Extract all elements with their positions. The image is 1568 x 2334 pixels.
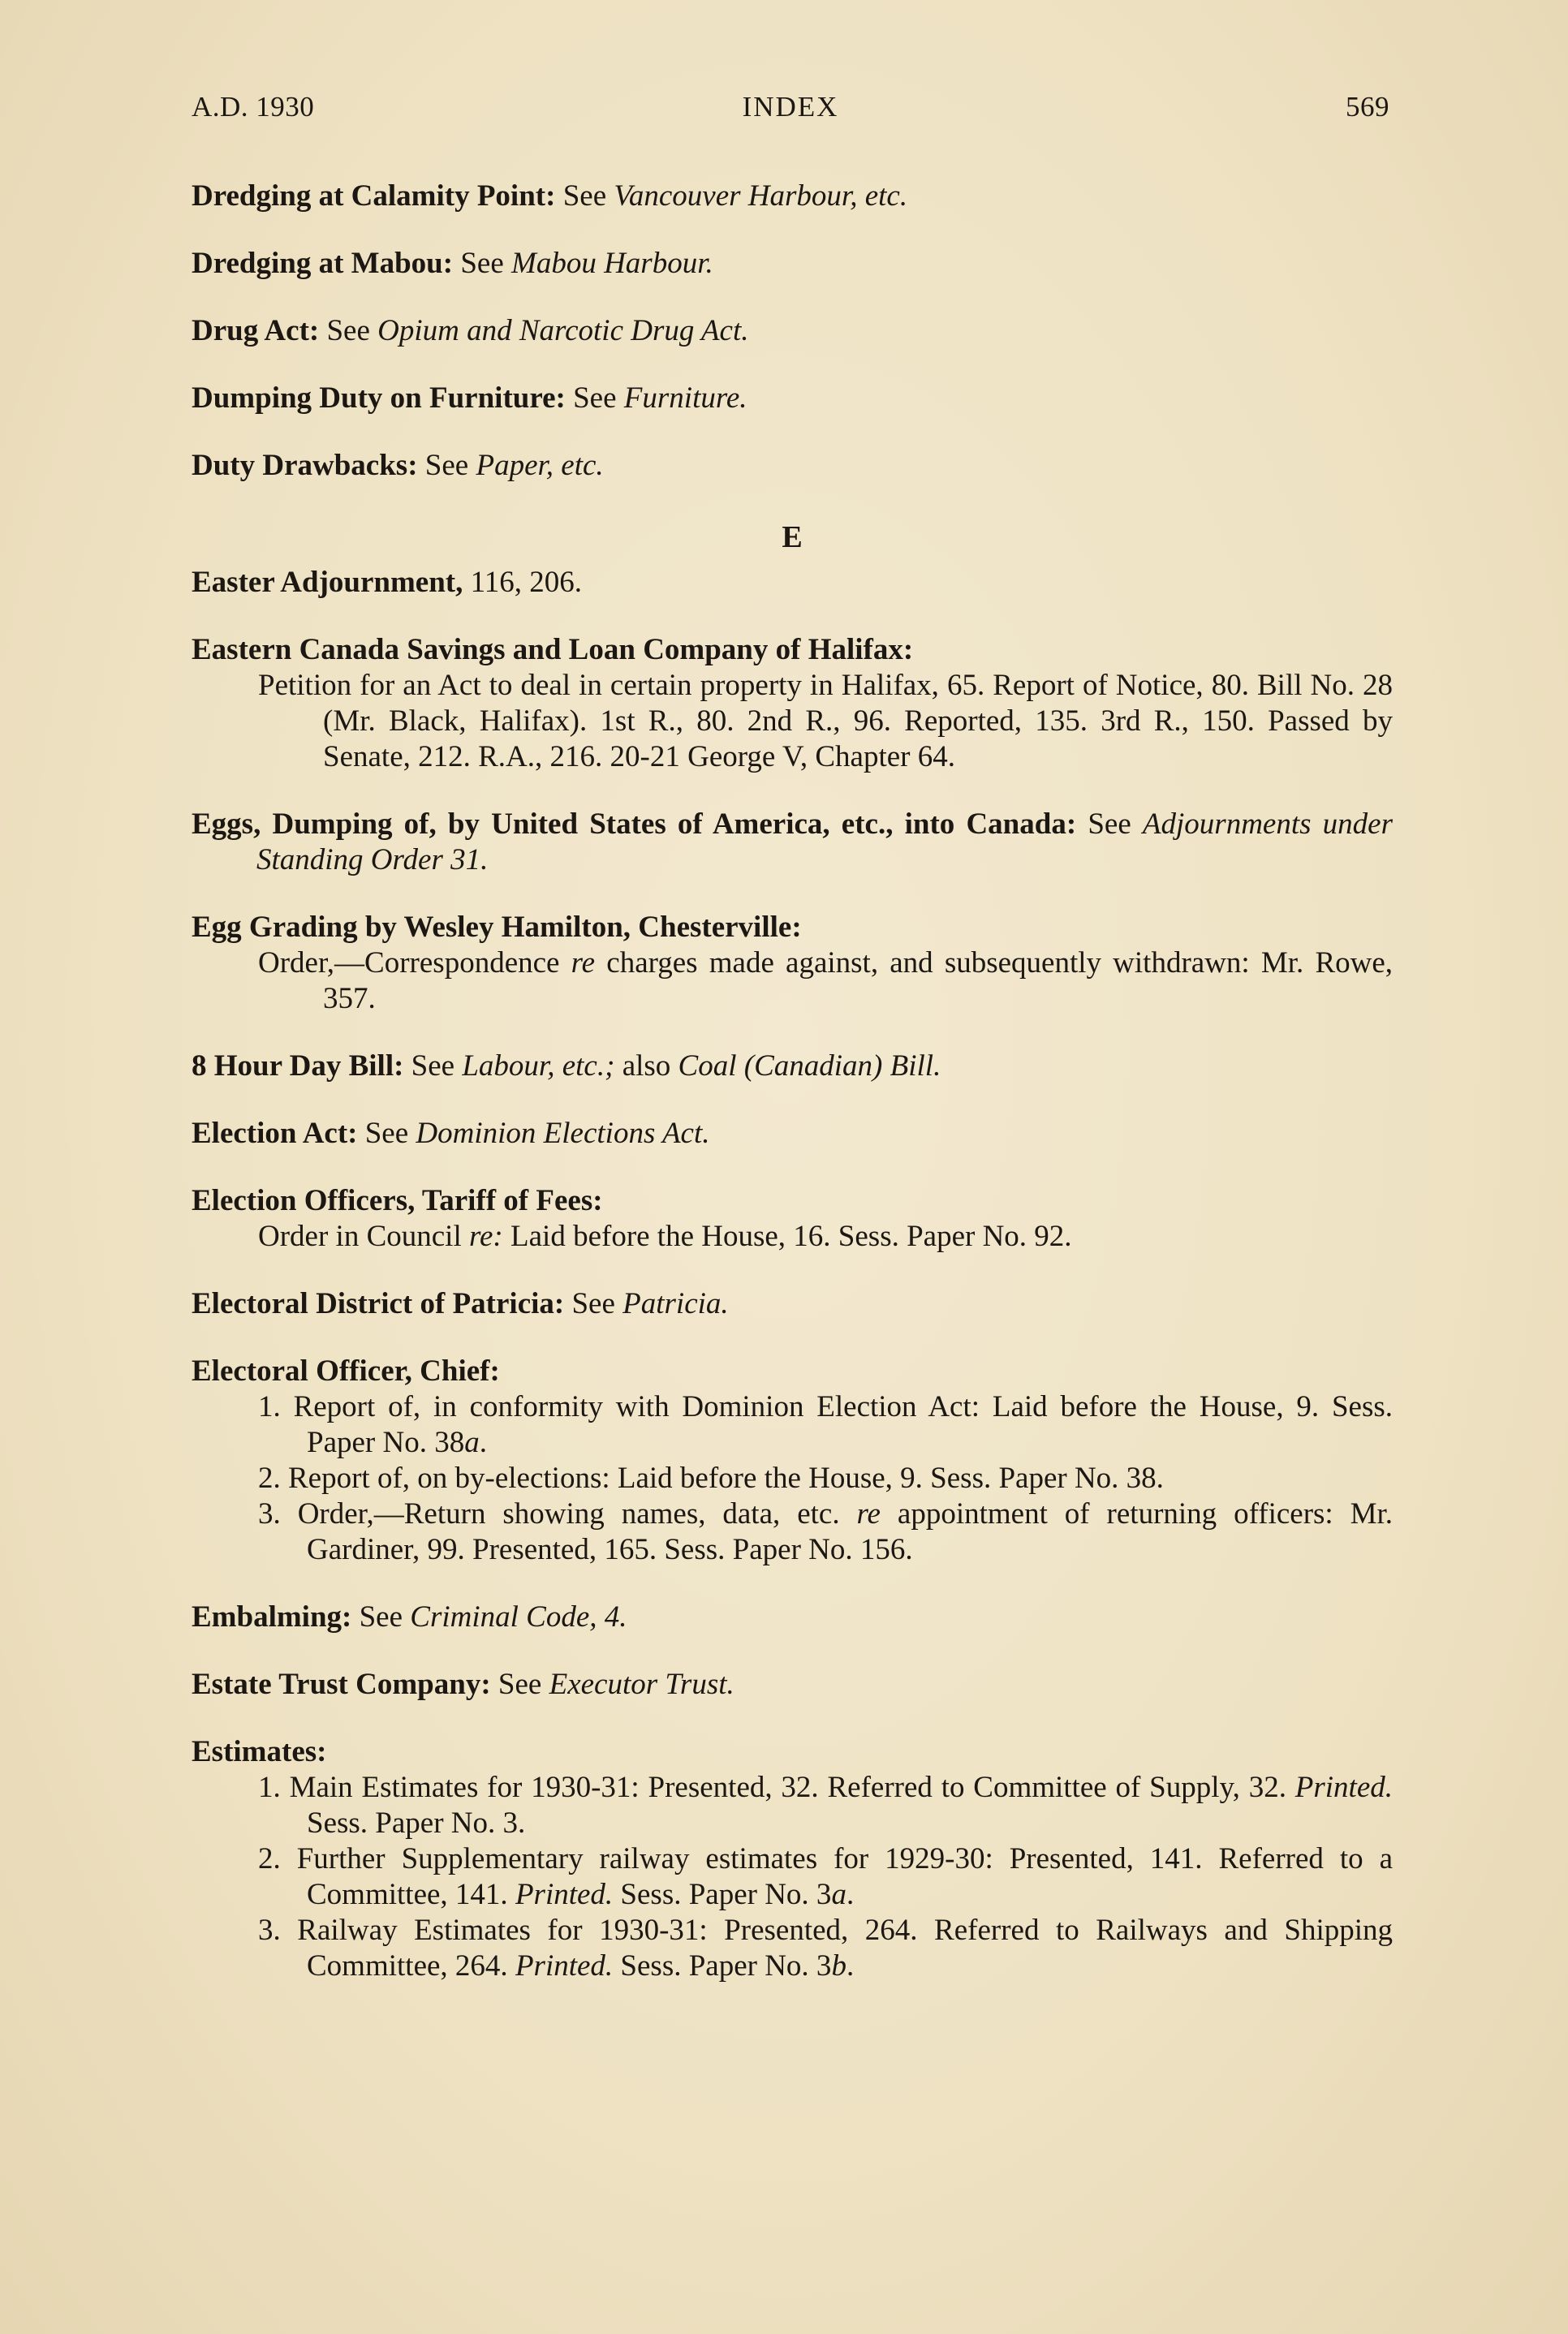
- entry-heading: Dredging at Mabou:: [192, 247, 454, 280]
- entry-heading: Dumping Duty on Furniture:: [192, 381, 566, 415]
- text-part: Report of, on by-elections: Laid before the House, 9. Sess. Paper No. 38.: [288, 1462, 1164, 1495]
- text-part: Further Supplementary railway estimates for 1929-30: Presented, 141. Referred to a Committee, 141.: [296, 1842, 1393, 1911]
- entry-estate-trust: [192, 1667, 1393, 1703]
- cross-reference: Vancouver Harbour, etc.: [614, 179, 908, 213]
- running-header: [192, 91, 1389, 131]
- entry-text: [258, 1219, 1393, 1255]
- text-italic: a: [464, 1426, 480, 1459]
- index-content: [192, 179, 1393, 2016]
- cross-reference: Patricia.: [622, 1287, 729, 1320]
- entry-heading: Dredging at Calamity Point:: [192, 179, 556, 213]
- text-part: Order in Council: [258, 1220, 462, 1253]
- entry-heading: Eggs, Dumping of, by United States of America, etc., into Canada:: [192, 807, 1077, 841]
- also-word: also: [622, 1049, 671, 1083]
- cross-reference: Opium and Narcotic Drug Act.: [377, 314, 749, 347]
- entry-heading: Eastern Canada Savings and Loan Company of Halifax:: [192, 633, 914, 666]
- see-word: See: [326, 314, 370, 347]
- text-part: charges made against, and subsequently withdrawn: Mr. Rowe, 357.: [323, 946, 1394, 1015]
- text-italic: a: [831, 1878, 846, 1911]
- list-item: [258, 1496, 1393, 1568]
- list-item: [258, 1841, 1393, 1913]
- item-number: 1.: [258, 1771, 281, 1804]
- entry-dumping-duty: [192, 381, 1393, 416]
- item-number: 3.: [258, 1497, 281, 1531]
- entry-drug-act: [192, 313, 1393, 349]
- see-word: See: [424, 449, 469, 482]
- see-word: See: [562, 179, 607, 213]
- entry-eight-hour-day: [192, 1049, 1393, 1084]
- see-word: See: [498, 1668, 542, 1701]
- entry-duty-drawbacks: [192, 448, 1393, 484]
- section-letter: E: [782, 520, 803, 554]
- sub-list: [258, 1770, 1393, 1984]
- text-italic: Printed.: [515, 1878, 614, 1911]
- list-item: [258, 1389, 1393, 1461]
- item-number: 2.: [258, 1842, 281, 1875]
- entry-electoral-officer: [192, 1354, 1393, 1568]
- entry-eastern-canada: [192, 632, 1393, 775]
- text-part: appointment of returning officers: Mr. Gardiner, 99. Presented, 165. Sess. Paper No. 156.: [307, 1497, 1394, 1566]
- text-part: Laid before the House, 16. Sess. Paper No. 92.: [510, 1220, 1072, 1253]
- entry-eggs-dumping: [192, 807, 1393, 878]
- text-part: Railway Estimates for 1930-31: Presented, 264. Referred to Railways and Shipping Committee, 264.: [297, 1914, 1393, 1983]
- entry-election-officers: [192, 1183, 1393, 1255]
- text-part: .: [479, 1426, 487, 1459]
- text-italic: b: [831, 1949, 846, 1983]
- entry-heading: Duty Drawbacks:: [192, 449, 418, 482]
- entry-heading: Estate Trust Company:: [192, 1668, 491, 1701]
- entry-heading: Electoral Officer, Chief:: [192, 1354, 500, 1388]
- entry-text: [258, 945, 1393, 1017]
- header-year: A.D. 1930: [192, 91, 315, 123]
- entry-heading: Election Act:: [192, 1117, 358, 1150]
- cross-reference: Furniture.: [623, 381, 747, 415]
- entry-egg-grading: [192, 910, 1393, 1017]
- text-part: Report of, in conformity with Dominion Election Act: Laid before the House, 9. Sess. Paper No. 38: [293, 1390, 1394, 1459]
- cross-reference: Coal: [678, 1049, 737, 1083]
- text-part: Sess. Paper No. 3.: [307, 1806, 526, 1840]
- entry-text: Petition for an Act to deal in certain property in Halifax, 65. Report of Notice, 80. Bill No. 28 (Mr. Black, Halifax). 1st R., 80. 2nd R., 96. Reported, 135. 3rd R., 150. Passed by Senate, 212. R.A., 216. 20-21 George V, Chapter 64.: [258, 669, 1393, 773]
- cross-reference: Labour, etc.;: [462, 1049, 615, 1083]
- list-item: [258, 1461, 1393, 1496]
- text-italic: re: [571, 946, 596, 980]
- cross-reference: Mabou Harbour.: [511, 247, 713, 280]
- cross-reference: Bill.: [890, 1049, 941, 1083]
- entry-easter-adjournment: [192, 565, 1393, 601]
- text-italic: re: [856, 1497, 881, 1531]
- entry-heading: Drug Act:: [192, 314, 320, 347]
- text-part: Main Estimates for 1930-31: Presented, 32. Referred to Committee of Supply, 32.: [289, 1771, 1286, 1804]
- cross-reference: Adjournments under Standing Order 31.: [256, 807, 1393, 876]
- list-item: [258, 1913, 1393, 1984]
- entry-heading: 8 Hour Day Bill:: [192, 1049, 404, 1083]
- cross-reference: Criminal Code, 4.: [410, 1600, 627, 1634]
- entry-heading: Electoral District of Patricia:: [192, 1287, 565, 1320]
- cross-reference: (Canadian): [743, 1049, 883, 1083]
- entry-heading: Election Officers, Tariff of Fees:: [192, 1184, 603, 1217]
- cross-reference: Dominion Elections Act.: [416, 1117, 710, 1150]
- see-word: See: [411, 1049, 455, 1083]
- see-word: See: [573, 381, 617, 415]
- entry-dredging-calamity: [192, 179, 1393, 214]
- text-italic: Printed.: [1294, 1771, 1393, 1804]
- entry-text: 116, 206.: [470, 566, 583, 599]
- entry-electoral-patricia: [192, 1286, 1393, 1322]
- text-italic: Printed.: [515, 1949, 614, 1983]
- cross-reference: Executor Trust.: [549, 1668, 734, 1701]
- text-part: Order,—Return showing names, data, etc.: [297, 1497, 840, 1531]
- see-word: See: [364, 1117, 409, 1150]
- header-title: INDEX: [742, 91, 839, 123]
- cross-reference: Paper, etc.: [476, 449, 604, 482]
- text-part: .: [846, 1949, 855, 1983]
- page-number: 569: [1346, 91, 1389, 123]
- text-italic: re:: [468, 1220, 503, 1253]
- entry-dredging-mabou: [192, 246, 1393, 282]
- entry-election-act: [192, 1116, 1393, 1152]
- entry-heading: Embalming:: [192, 1600, 352, 1634]
- entry-heading: Estimates:: [192, 1735, 327, 1768]
- entry-embalming: [192, 1600, 1393, 1635]
- see-word: See: [460, 247, 504, 280]
- see-word: See: [1088, 807, 1131, 841]
- text-part: .: [846, 1878, 855, 1911]
- item-number: 2.: [258, 1462, 281, 1495]
- text-part: Sess. Paper No. 3: [620, 1878, 832, 1911]
- entry-heading: Egg Grading by Wesley Hamilton, Chesterville:: [192, 911, 802, 944]
- item-number: 3.: [258, 1914, 281, 1947]
- text-part: Order,—Correspondence: [258, 946, 560, 980]
- see-word: See: [571, 1287, 615, 1320]
- list-item: [258, 1770, 1393, 1841]
- see-word: See: [359, 1600, 403, 1634]
- sub-list: [258, 1389, 1393, 1568]
- entry-heading: Easter Adjournment,: [192, 566, 463, 599]
- entry-estimates: [192, 1734, 1393, 1984]
- text-part: Sess. Paper No. 3: [620, 1949, 832, 1983]
- item-number: 1.: [258, 1390, 281, 1423]
